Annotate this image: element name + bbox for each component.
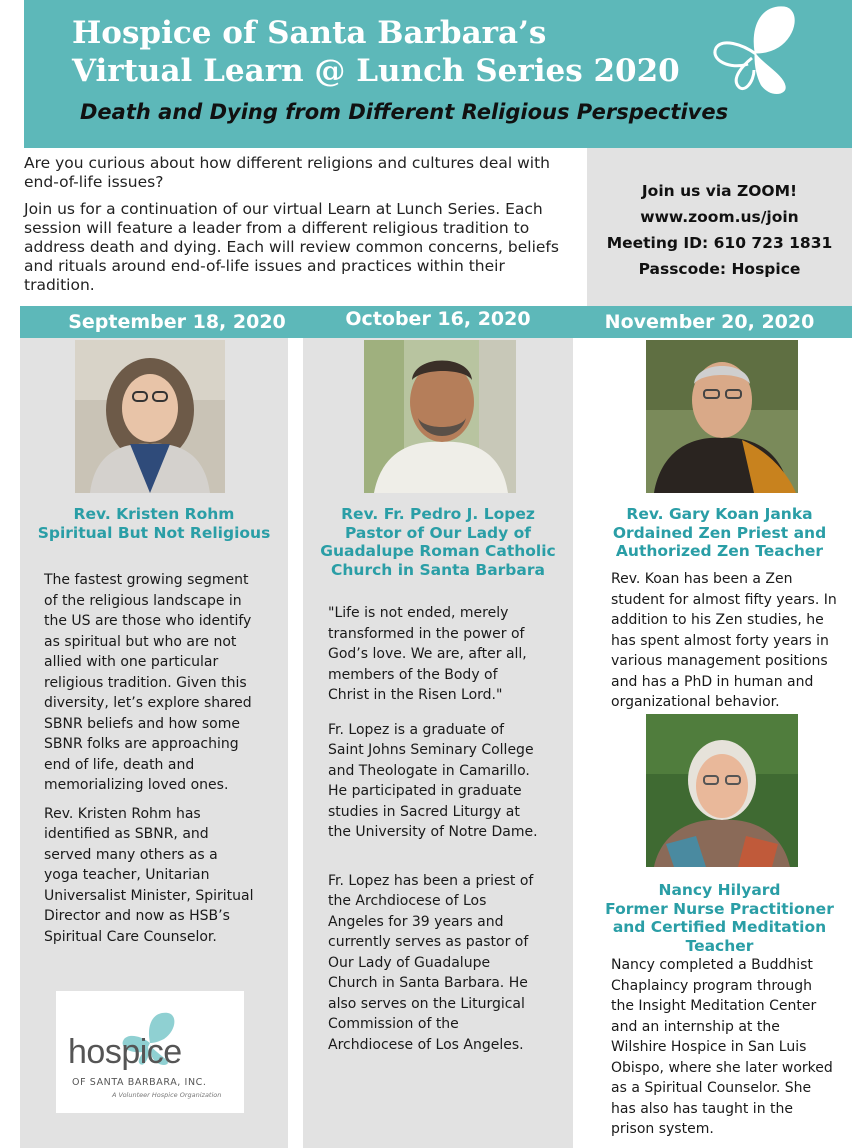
session-2-paragraph-1: Fr. Lopez is a graduate of Saint Johns Seminary College and Theologate in Camarillo. He participated in graduate studies in Sacred Liturgy at the University of Notre Dame. <box>328 721 538 840</box>
speaker-title-line: Teacher <box>685 936 754 955</box>
gary-janka-photo <box>646 340 798 493</box>
session-3-date: November 20, 2020 <box>604 311 815 333</box>
speaker-title-line: Pastor of Our Lady of <box>344 523 532 542</box>
speaker-name-line: Rev. Kristen Rohm <box>73 505 235 523</box>
speaker-title-line: Authorized Zen Teacher <box>615 542 824 560</box>
session-3-second-speaker-name <box>597 881 842 955</box>
zoom-meeting-id: Meeting ID: 610 723 1831 <box>606 234 833 252</box>
intro-text <box>24 154 572 303</box>
session-2-paragraph-2: Fr. Lopez has been a priest of the Archdiocese of Los Angeles for 39 years and currently serves as pastor of Our Lady of Guadalupe Church in Santa Barbara. He also serves on the Liturgical Commission of the Archdiocese of Los Angeles. <box>328 872 534 1053</box>
logo-wordmark: hospice <box>68 1033 182 1071</box>
session-1-description <box>44 570 256 955</box>
zoom-heading: Join us via ZOOM! <box>641 182 798 200</box>
speaker-name-line: Rev. Fr. Pedro J. Lopez <box>341 505 535 523</box>
logo-org-name: OF SANTA BARBARA, INC. <box>72 1077 207 1088</box>
logo-tagline: A Volunteer Hospice Organization <box>112 1091 222 1099</box>
session-3-paragraph-2: Nancy completed a Buddhist Chaplaincy program through the Insight Meditation Center and an internship at the Wilshire Hospice in San Luis Obispo, where she later worked as a Spiritual Counselor. She has also has taught in the prison system. <box>611 957 833 1137</box>
speaker-name-line: Rev. Gary Koan Janka <box>626 505 813 523</box>
page-title <box>72 14 680 90</box>
zoom-info-box <box>587 148 852 308</box>
session-1-date: September 18, 2020 <box>68 311 286 333</box>
speaker-title-line: Former Nurse Practitioner <box>605 899 834 918</box>
header-banner <box>24 0 852 148</box>
pedro-lopez-photo <box>364 340 516 493</box>
speaker-title-line: Spiritual But Not Religious <box>37 523 271 542</box>
title-line-2: Virtual Learn @ Lunch Series 2020 <box>72 53 680 89</box>
session-2-description <box>328 603 540 1063</box>
session-2-quote: "Life is not ended, merely transformed in the power of God’s love. We are, after all, members of the Body of Christ in the Risen Lord." <box>328 605 527 703</box>
speaker-title-line: Ordained Zen Priest and <box>612 523 827 542</box>
session-1-speaker-name <box>20 505 288 542</box>
intro-paragraph-2: Join us for a continuation of our virtual Learn at Lunch Series. Each session will feature a leader from a different religious tradition to address death and dying. Each will review common concerns, beliefs and rituals around end-of-life issues and practices within their tradition. <box>24 200 559 294</box>
title-line-1: Hospice of Santa Barbara’s <box>72 15 547 51</box>
speaker-title-line: and Certified Meditation <box>612 918 827 936</box>
intro-paragraph-1: Are you curious about how different religions and cultures deal with end-of-life issues? <box>24 154 550 191</box>
nancy-hilyard-photo <box>646 714 798 867</box>
session-3-description-2 <box>611 955 837 1148</box>
session-2-speaker-name <box>303 505 573 579</box>
session-1-paragraph-2: Rev. Kristen Rohm has identified as SBNR, and served many others as a yoga teacher, Unitarian Universalist Minister, Spiritual Director and now as HSB’s Spiritual Care Counselor. <box>44 805 254 945</box>
page-subtitle: Death and Dying from Different Religious Perspectives <box>80 100 729 124</box>
butterfly-icon <box>712 4 800 96</box>
zoom-url: www.zoom.us/join <box>640 208 799 226</box>
speaker-title-line: Guadalupe Roman Catholic <box>320 542 556 560</box>
zoom-passcode: Passcode: Hospice <box>638 260 801 278</box>
session-1-paragraph-1: The fastest growing segment of the religious landscape in the US are those who identify as spiritual but who are not allied with one particular religious tradition. Given this diversity, let’s explore shared SBNR beliefs and how some SBNR folks are approaching end of life, death and memorializing loved ones. <box>44 572 252 793</box>
hospice-logo <box>56 991 244 1113</box>
session-3-speaker-name <box>597 505 842 561</box>
session-3-description <box>611 569 837 721</box>
session-3-paragraph-1: Rev. Koan has been a Zen student for almost fifty years. In addition to his Zen studies, he has spent almost forty years in various management positions and has a PhD in human and organizational behavior. <box>611 571 837 710</box>
session-2-date: October 16, 2020 <box>345 308 531 330</box>
kristen-rohm-photo <box>75 340 225 493</box>
speaker-name-line: Nancy Hilyard <box>658 881 781 899</box>
speaker-title-line: Church in Santa Barbara <box>331 560 545 579</box>
